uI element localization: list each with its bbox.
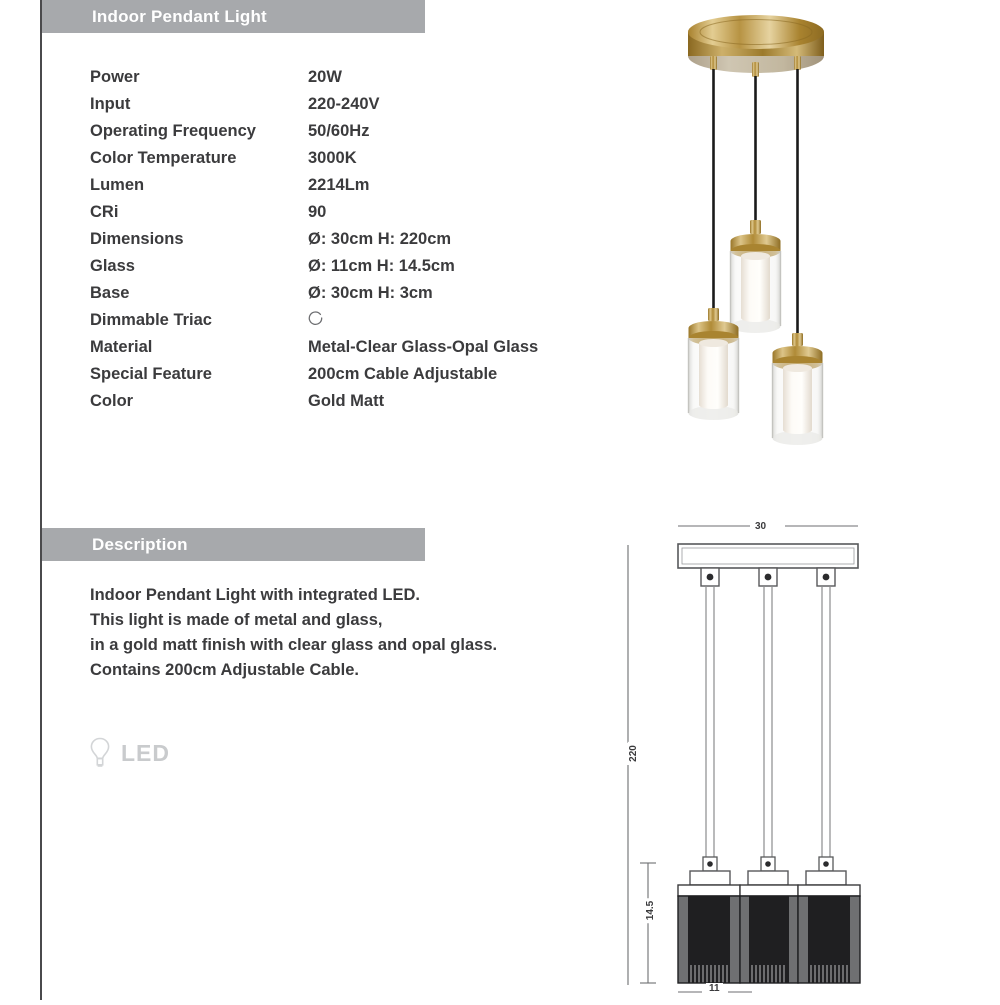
spec-label: Base [90,284,130,302]
spec-label: Color Temperature [90,149,237,167]
spec-section-title: Indoor Pendant Light [92,6,267,26]
drawing-shade-bodies [678,896,860,983]
description-line: This light is made of metal and glass, [90,611,383,629]
spec-value: Gold Matt [308,392,385,410]
dimmer-knob-icon [308,311,325,328]
spec-label: Material [90,338,153,356]
spec-row [90,226,610,253]
spec-row [90,334,610,361]
spec-row [90,91,610,118]
description-section-title: Description [92,534,188,554]
spec-label: Special Feature [90,365,212,383]
spec-row [90,64,610,91]
drawing-suspension-rods [706,586,830,857]
spec-label: Dimensions [90,230,184,248]
page-left-rule [40,0,42,1000]
spec-value: 220-240V [308,95,380,113]
drawing-shade-collars [678,885,860,896]
spec-value [308,311,325,330]
dimension-label-shade-height: 14.5 [645,898,656,923]
led-badge-label: LED [121,739,170,766]
description-line: in a gold matt finish with clear glass and opal glass. [90,636,498,654]
spec-row [90,199,610,226]
spec-value: 50/60Hz [308,122,370,140]
dimension-label-shade-diameter: 11 [706,983,723,994]
spec-value: Ø: 30cm H: 3cm [308,284,433,302]
description-line: Indoor Pendant Light with integrated LED. [90,586,420,604]
pendant-shade-left [689,308,739,420]
spec-label: Operating Frequency [90,122,256,140]
spec-row [90,172,610,199]
spec-value: Ø: 30cm H: 220cm [308,230,452,248]
spec-label: Input [90,95,131,113]
description-body [90,583,560,683]
spec-value: Metal-Clear Glass-Opal Glass [308,338,539,356]
drawing-base-plate [678,544,858,568]
drawing-shade-connectors [703,857,833,871]
spec-value: 90 [308,203,327,221]
spec-row [90,361,610,388]
spec-value: 3000K [308,149,357,167]
spec-value: 20W [308,68,342,86]
spec-section-header-bar [42,0,425,33]
spec-label: Dimmable Triac [90,311,212,329]
description-section-header-bar [42,528,425,561]
light-bulb-icon [88,736,112,770]
dimension-label-base-width: 30 [752,521,769,532]
spec-row [90,253,610,280]
technical-drawing [600,505,1000,1000]
drawing-cable-mounts [701,568,835,586]
spec-row [90,280,610,307]
spec-label: Glass [90,257,135,275]
product-photo [660,8,1000,448]
spec-label: CRi [90,203,119,221]
pendant-shade-right [773,333,823,445]
spec-row [90,118,610,145]
spec-row [90,388,610,415]
specification-table [90,64,610,415]
spec-label: Lumen [90,176,145,194]
spec-value: 200cm Cable Adjustable [308,365,498,383]
pendant-shade-upper [731,220,781,333]
spec-row-dimmable-triac [90,307,610,334]
spec-value: Ø: 11cm H: 14.5cm [308,257,455,275]
drawing-shade-caps [690,871,846,885]
spec-row [90,145,610,172]
description-line: Contains 200cm Adjustable Cable. [90,661,359,679]
dimension-label-total-height: 220 [628,742,639,765]
spec-label: Color [90,392,134,410]
led-badge [88,736,170,770]
spec-label: Power [90,68,140,86]
spec-value: 2214Lm [308,176,370,194]
